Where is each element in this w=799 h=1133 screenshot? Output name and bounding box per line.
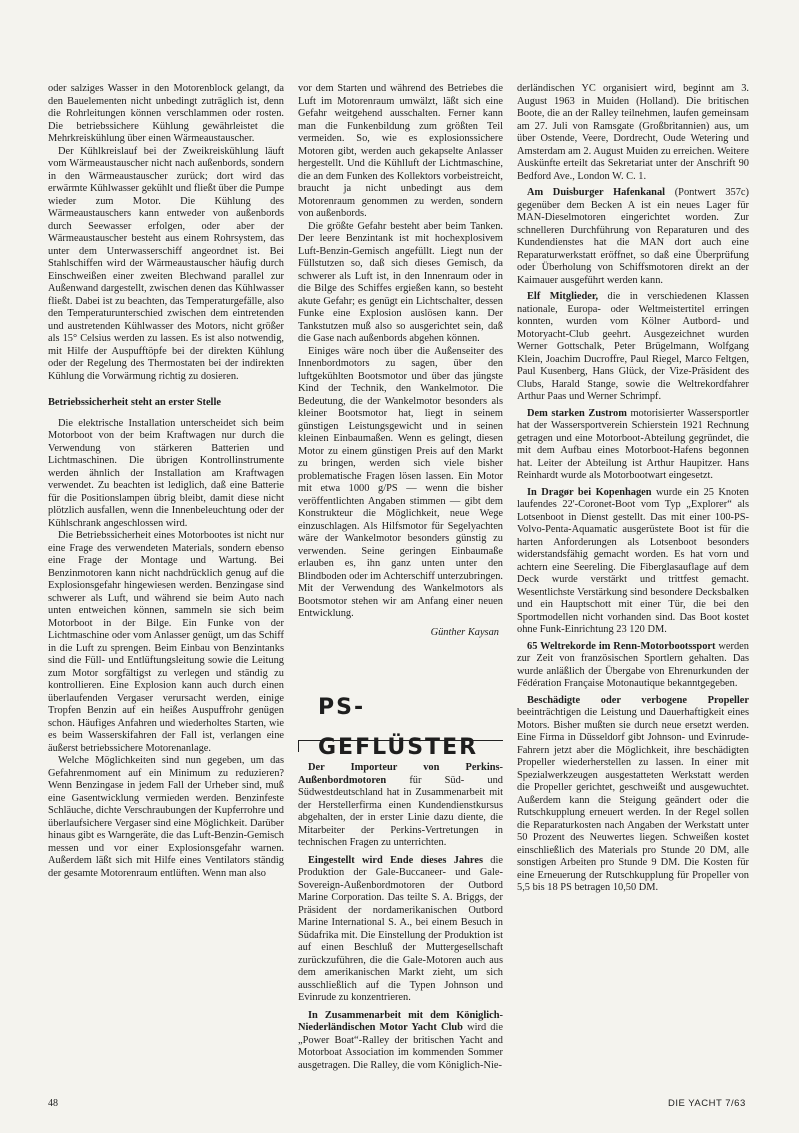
divider [298, 740, 299, 752]
news-body: (Pontwert 357c) gegenüber dem Becken A ist ein neues Lager für MAN-Dieselmotoren eingerichtet worden. Zur schnelleren Durchführung von Reparaturen und des Kundendienstes hat die MAN dort auch eine Reparaturwerkstatt eröffnet, so daß eine Überprüfung oder Überholung von Schiffsmotoren direkt an der Kaimauer ausgeführt werden kann. [517, 187, 749, 286]
news-lead: In Dragør bei Kopenhagen [527, 486, 652, 498]
news-body: die Produktion der Gale-Buccaneer- und Gale-Sovereign-Außenbordmotoren der Outbord Marine Corporation. Das teilte S. A. Briggs, der Präsident der nordamerikanischen Outbord Marine International S. A., bei einem Besuch in Südafrika mit. Die Einstellung der Produktion ist auf einen Beschluß der Muttergesellschaft zurückzuführen, die die Gale-Motoren auch aus dem amerikanischen Markt zieht, um sich ausschließlich auf die Typen Johnson und Evinrude zu konzentrieren. [298, 854, 503, 1003]
news-item [298, 855, 503, 1005]
news-lead: Am Duisburger Hafenkanal [527, 187, 666, 198]
divider [298, 740, 503, 741]
news-column [298, 762, 503, 1072]
paragraph: oder salziges Wasser in den Motorenblock gelangt, da den Bauelementen nicht unbedingt zuträglich ist, denn die Rohrleitungen können verschlammen oder rosten. Die betriebssichere Kühlung gewährleistet die Mehrkreiskühlung über einen Wärmeaustauscher. [48, 83, 284, 144]
paragraph: Die elektrische Installation unterscheidet sich beim Motorboot von der beim Kraftwagen nur durch die Verwendung von stärkeren Batterien und Lichtmaschinen. Die übrigen Kontrollinstrumente werden ähnlich der Installation am Kraftwagen verwendet. Zu beachten ist lediglich, daß eine Batterie für die Positionslampen übrig bleibt, damit diese nicht plötzlich ausfallen, wenn die Innenbeleuchtung oder der Kühlschrank angeschlossen wird. [48, 417, 284, 529]
news-item [517, 408, 749, 483]
paragraph: vor dem Starten und während des Betriebes die Luft im Motorenraum umwälzt, läßt sich eine Gefahr weitgehend ausschalten. Ferner kann man die Funkenbildung zum größten Teil vermeiden. So, wie es explosionssichere Motoren gibt, werden auch gekapselte Anlasser hergestellt. Und die Kühlluft der Lichtmaschine, die an dem Funken des Kollektors vorbeistreicht, braucht ja nicht unbedingt aus dem Motorenraum genommen zu werden, sondern von außenbords. [298, 83, 503, 219]
news-item [517, 641, 749, 691]
news-item [298, 762, 503, 850]
news-lead: Elf Mitglieder, [527, 291, 599, 302]
news-body: für Süd- und Südwestdeutschland hat in Zusammenarbeit mit der Herstellerfirma einen Kundendienstkursus abgehalten, der in erster Linie dazu diente, die Mitarbeiter der Perkins-Vertretungen in technischen Fragen zu unterrichten. [298, 774, 503, 848]
page-number: 48 [48, 1098, 58, 1109]
news-lead: Eingestellt wird Ende dieses Jahres [308, 854, 484, 866]
news-body: wurde ein 25 Knoten laufendes 22'-Coronet-Boot vom Typ „Explorer“ als Lotsenboot in Dienst gestellt. Das mit einer 100-PS-Volvo-Penta-Aquamatic ausgerüstete Boot ist für die harten Anforderungen als Lotsenboot besonders widerstandsfähig gemacht worden. Es hat vorn und achtern eine Seereling. Die Fiberglasauflage auf dem Deck wurde verstärkt und trittfest gemacht. Wesentlichste Verstärkung sind besondere Decksbalken und ein Hauptschott mit einer Tür, die bei den Sportmodellen nicht vorhanden sind. Das Boot kostet ohne Funk-Einrichtung 23 120 DM. [517, 486, 749, 635]
paragraph: Einiges wäre noch über die Außenseiter des Innenbordmotors zu sagen, über den luftgekühlten Bootsmotor und über das jüngste Kind der Technik, den Wankelmotor. Die Bedeutung, die der Wankelmotor besonders als kleiner Bootsmotor hat, liegt in seinem günstigen Leistungsgewicht und in seinen kleinen Einbaumaßen. Wenn es gelingt, diesen Motor zu einem günstigen Preis auf den Markt zu bringen, werden sich viele bisher problematische Fragen lösen lassen. Ein Motor mit etwa 1000 g/PS — wenn die bisher veröffentlichten Angaben stimmen — gibt dem Konstrukteur die Möglichkeit, neue Wege einzuschlagen. Als Hilfsmotor für Segelyachten wäre der Wankelmotor besonders günstig zu verwenden. Seine geringen Einbaumaße erlauben es, ihn ganz unten unter den Blindboden oder im Achterschiff unterzubringen. Mit der Verwendung des Wankelmotors als Bootsmotor stehen wir am Anfang einer neuen Entwicklung. [298, 345, 503, 619]
paragraph: Der Kühlkreislauf bei der Zweikreiskühlung läuft vom Wärmeaustauscher nicht nach außenbords, sondern in den Wärmeaustauscher zurück; dort wird das erwärmte Kühlwasser gekühlt und fließt über die Pumpe wieder zum Motor. Die Kühlung des Wärmeaustauschers kann entweder von außenbords durch Seewasser erfolgen, oder aber der Wärmeaustauscher besteht aus einem Rohrsystem, das unter dem Unterwasserschiff angeordnet ist. Bei Stahlschiffen wird der Wärmeaustauscher häufig durch Einschweißen einer zweiten Blechwand parallel zur Außenwand dargestellt, zwischen denen das Kühlwasser fließt. Dabei ist zu beachten, das Temperaturgefälle, also den Temperaturunterschied zwischen dem eintretenden und austretenden Kühlwasser des Motors, nicht größer als 15° Celsius werden zu lassen. Es ist also notwendig, mit Hilfe der Auspufftöpfe bei der direkten Kühlung oder der Regelung des Thermostaten bei der indirekten Kühlung die Vorwärmung richtig zu dosieren. [48, 145, 284, 382]
news-body: motorisierter Wassersportler hat der Wassersportverein Schierstein 1921 Rechnung getragen und eine Motorboot-Abteilung gegründet, die mit dem Aufbau eines Motorboot-Hafens begonnen hat. Leiter der Abteilung ist Arthur Haupitzer. Hans Reinhardt wurde als Motorbootwart eingesetzt. [517, 407, 749, 481]
news-lead: In Zusammenarbeit mit dem Königlich-Niederländischen Motor Yacht Club [298, 1009, 503, 1033]
author-signature: Günther Kaysan [430, 626, 499, 638]
news-item [517, 695, 749, 895]
news-item [517, 291, 749, 404]
paragraph: Die größte Gefahr besteht aber beim Tanken. Der leere Benzintank ist mit hochexplosivem Luft-Benzin-Gemisch angefüllt. Liegt nun der Füllstutzen so, daß sich dieses Gemisch, da schwerer als Luft ist, in den Innenraum oder in die Bilge des Schiffes ergießen kann, so besteht akute Gefahr; es genügt ein Lichtschalter, dessen Funke eine Explosion auslösen kann. Der Tankstutzen muß also so ausgerichtet sein, daß die Gase nach außenbords abgehen können. [298, 220, 503, 344]
magazine-issue: DIE YACHT 7/63 [668, 1098, 746, 1109]
news-lead: 65 Weltrekorde im Renn-Motorbootssport [527, 640, 716, 652]
column-right [517, 83, 749, 1053]
section-heading: Betriebssicherheit steht an erster Stelle [48, 397, 221, 408]
paragraph: Die Betriebssicherheit eines Motorbootes ist nicht nur eine Frage des verwendeten Materials, sondern ebenso eine Frage der Montage und Wartung. Bei Benzinmotoren kann nicht nachdrücklich genug auf die Explosionsgefahr hingewiesen werden. Benzingase sind schwerer als Luft, und während sie beim Auto nach unten entweichen können, sammeln sie sich beim Motorboot in der Bilge. Ein Funke von der Lichtmaschine oder vom Anlasser genügt, um das Schiff in die Luft zu sprengen. Beim Einbau von Benzintanks sind die Füll- und Entlüftungsleitung sowie die Leitung zum Motor sorgfältigst zu verlegen und ständig zu kontrollieren. Eine Explosion kann auch durch einen überlaufenden Vergaser verursacht werden, einige Tropfen Benzin auf ein heißes Auspuffrohr genügen schon. Häufiges Anfahren und wiederholtes Starten, wie es beim Wasserskifahren der Fall ist, verlangen eine äußerst betriebssichere Motorenanlage. [48, 530, 284, 754]
news-body: wird die „Power Boat“-Ralley der britischen Yacht and Motorboat Association im kommenden Sommer ausgetragen. Die Ralley, die vom Königlich-Nie- [298, 1022, 503, 1071]
paragraph: Welche Möglichkeiten sind nun gegeben, um das Gefahrenmoment auf ein Minimum zu reduzieren? Wenn Benzingase in jedem Fall der Urheber sind, muß eine Gasentwicklung vermieden werden. Benzinfeste Schläuche, dichte Verschraubungen der Kupferrohre und überlaufsichere Vergaser sind eine Möglichkeit. Darüber hinaus gibt es Warngeräte, die das Luft-Benzin-Gemisch messen und vor einer Explosionsgefahr warnen. Außerdem läßt sich mit Hilfe eines Ventilators ständig der gesamte Motorenraum entlüften. Wenn man also [48, 755, 284, 879]
news-item [517, 487, 749, 637]
news-item [517, 187, 749, 287]
column-left [48, 83, 284, 1043]
column-middle [298, 83, 503, 673]
paragraph: derländischen YC organisiert wird, beginnt am 3. August 1963 in Muiden (Holland). Die britischen Boote, die an der Ralley teilnehmen, laufen gemeinsam am 27. Juli von Ramsgate (Großbritannien) aus, um über Ostende, Veere, Dordrecht, Oude Wetering und Amsterdam am 2. August Muiden zu erreichen. Weitere Auskünfte erteilt das Sekretariat unter der Anschrift 90 Bedford Ave., London W. C. 1. [517, 83, 749, 182]
news-item [298, 1010, 503, 1073]
news-lead: Dem starken Zustrom [527, 407, 627, 419]
section-headline: PS-GEFLÜSTER [318, 695, 479, 760]
news-lead: Der Importeur von Perkins-Außenbordmotoren [298, 762, 503, 786]
news-body: die in verschiedenen Klassen nationale, Europa- oder Weltmeistertitel erringen konnten, wurden vom Kölner Autbord- und Motoryacht-Club geehrt. Ausgezeichnet wurden Werner Gottschalk, Peter Brügelmann, Wolfgang Klein, Joachim Ducroffre, Paul Riegel, Marco Feltgen, Paul Kusenberg, Hans Glück, der Vize-Präsident des Clubs, Harald Stange, sowie die Weltrekordfahrer Arthur Paas und Werner Schrimpf. [517, 291, 749, 402]
news-body: werden zur Zeit von französischen Sportlern gehalten. Das wurde anläßlich der Übergabe von Ehrenurkunden der Fédération Française Motonautique bekanntgegeben. [517, 640, 749, 689]
news-lead: Beschädigte oder verbogene Propeller [527, 694, 749, 706]
news-body: beeinträchtigen die Leistung und Dauerhaftigkeit eines Motors. Bisher mußten sie durch neue ersetzt werden. Eine Firma in Düsseldorf gibt Johnson- und Evinrude-Fahrern jetzt aber die Möglichkeit, ihre beschädigten Propeller wiederherstellen zu lassen. In einer mit Spezialwerkzeugen ausgestatteten Werkstatt werden die Propeller gerichtet, geschweißt und ausgewuchtet. Außerdem kann die Steigung geändert oder die Rutschkupplung erneuert werden. In der Regel sollen die Reparaturkosten nach Angaben der Werkstatt unter 50 Prozent des Neuwertes liegen. Schweißen kostet einschließlich des Materials pro Stunde 20 DM, alle sonstigen Arbeiten pro Stunde 9 DM. Die Kosten für eine Erneuerung der Rutschkupplung für Propeller von 5,5 bis 18 PS betragen 10,50 DM. [517, 707, 749, 893]
